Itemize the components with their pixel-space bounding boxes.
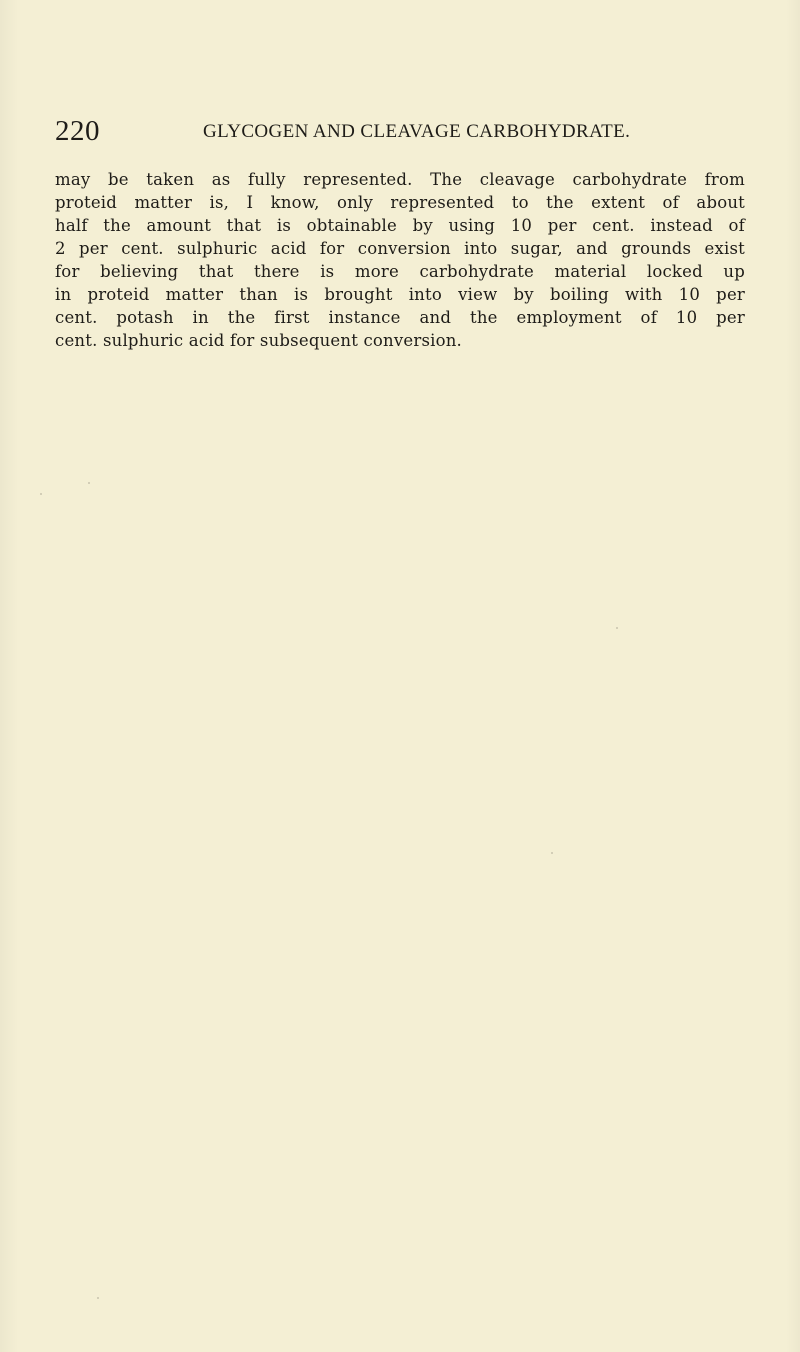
paper-speck <box>88 482 90 484</box>
paper-speck <box>551 852 553 854</box>
text-line: cent. sulphuric acid for subsequent conversion. <box>55 331 462 350</box>
text-line: proteid matter is, I know, only represented to the extent of about <box>55 193 745 212</box>
body-paragraph <box>55 168 745 352</box>
page-number: 220 <box>55 115 100 147</box>
text-line: may be taken as fully represented. The cleavage carbohydrate from <box>55 170 745 189</box>
text-line: half the amount that is obtainable by using 10 per cent. instead of <box>55 216 745 235</box>
running-head <box>55 114 745 148</box>
text-line: cent. potash in the first instance and the employment of 10 per <box>55 308 745 327</box>
text-line: for believing that there is more carbohydrate material locked up <box>55 262 745 281</box>
running-title: GLYCOGEN AND CLEAVAGE CARBOHYDRATE. <box>203 121 631 142</box>
text-line: 2 per cent. sulphuric acid for conversion into sugar, and grounds exist <box>55 239 745 258</box>
paper-speck <box>40 493 42 495</box>
text-line: in proteid matter than is brought into view by boiling with 10 per <box>55 285 745 304</box>
paper-speck <box>616 627 618 629</box>
paper-speck <box>97 1297 99 1299</box>
